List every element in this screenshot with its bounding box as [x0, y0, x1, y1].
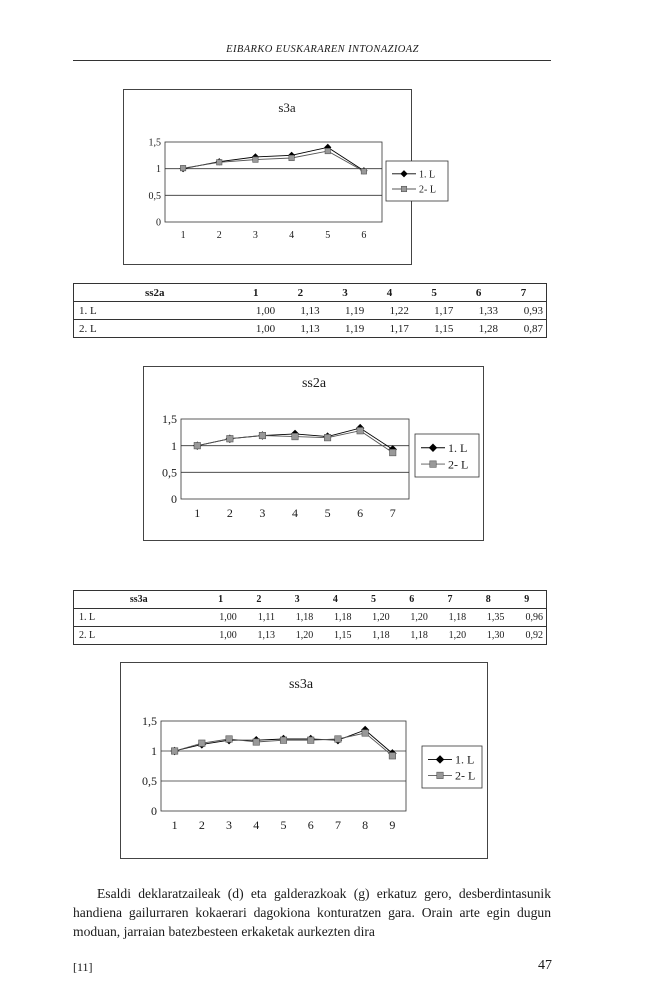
ss3a-title: ss3a — [288, 677, 314, 692]
s3a-x-tick-label: 3 — [252, 230, 258, 241]
ss2a-table-column-header: 3 — [342, 286, 348, 299]
ss3a-table-cell: 1,00 — [202, 627, 240, 645]
ss2a-y-tick-label: 0,5 — [162, 465, 177, 480]
ss3a-plot-area — [161, 721, 406, 811]
ss3a-x-tick-label: 3 — [226, 818, 233, 832]
ss2a-table-column-header: 1 — [253, 286, 259, 299]
ss3a-x-tick-label: 9 — [389, 818, 396, 832]
ss3a-table-cell: 0,92 — [507, 627, 546, 645]
ss2a-table-cell: 1,00 — [234, 302, 279, 320]
ss2a-table-column-header: 2 — [297, 286, 304, 299]
ss3a-table-row-label: 2. L — [74, 627, 202, 645]
chart-ss3a — [120, 662, 488, 859]
ss2a-table-cell: 1,28 — [456, 320, 501, 338]
folio-left: [11] — [73, 960, 93, 974]
s3a-legend-box — [386, 161, 448, 201]
ss3a-table-cell: 1,20 — [354, 609, 392, 627]
ss3a-table-cell: 1,18 — [354, 627, 392, 645]
s3a-y-tick-label: 0 — [156, 217, 161, 229]
chart-s3a — [123, 89, 436, 265]
ss3a-y-tick-label: 1,5 — [142, 714, 157, 729]
ss3a-x-tick-label: 5 — [280, 818, 287, 832]
chart-s3a-svg — [124, 90, 436, 264]
ss3a-y-tick-label: 0,5 — [142, 774, 157, 789]
ss3a-table-column-header: 1 — [218, 594, 224, 605]
ss3a-data-point — [280, 737, 286, 743]
s3a-legend-label: 2- L — [419, 184, 436, 196]
ss2a-table-cell: 1,22 — [367, 302, 412, 320]
ss2a-data-point — [227, 436, 233, 442]
ss3a-table-column-header: 4 — [332, 594, 338, 605]
ss2a-table-cell: 0,93 — [501, 302, 547, 320]
ss2a-data-point — [194, 442, 200, 448]
ss2a-y-tick-label: 1,5 — [162, 412, 177, 427]
ss2a-table-row-label: 2. L — [74, 320, 234, 338]
ss2a-table-cell: 1,13 — [278, 320, 323, 338]
ss3a-legend — [422, 746, 482, 788]
s3a-data-point — [325, 148, 330, 153]
ss2a-x-tick-label: 1 — [194, 506, 201, 520]
ss3a-x-tick-label: 6 — [307, 818, 314, 832]
table-ss3a — [73, 590, 547, 645]
s3a-title: s3a — [278, 100, 296, 115]
ss2a-x-tick-label: 7 — [389, 506, 396, 520]
ss2a-x-tick-label: 2 — [226, 506, 233, 520]
ss3a-table-cell: 0,96 — [507, 609, 546, 627]
ss3a-y-tick-label: 0 — [151, 804, 157, 819]
s3a-x-tick-label: 1 — [180, 230, 186, 241]
ss3a-data-point — [253, 739, 259, 745]
ss2a-table-row-label: 1. L — [74, 302, 234, 320]
s3a-y-tick-label: 1 — [156, 164, 161, 176]
table-ss2a — [73, 283, 547, 338]
ss3a-table-cell: 1,20 — [431, 627, 469, 645]
ss2a-table-cell: 1,13 — [278, 302, 323, 320]
ss2a-x-tick-label: 5 — [324, 506, 331, 520]
s3a-data-point — [217, 160, 222, 165]
ss2a-data-point — [292, 433, 298, 439]
ss2a-legend-marker — [430, 461, 436, 467]
s3a-x-tick-label: 5 — [325, 230, 331, 241]
ss3a-table-column-header: 8 — [485, 594, 491, 605]
ss2a-table-cell: 1,33 — [456, 302, 501, 320]
ss3a-table-header-row — [74, 591, 547, 609]
ss3a-data-point — [362, 730, 368, 736]
ss3a-table-title-cell: ss3a — [129, 594, 148, 605]
ss3a-table-cell: 1,20 — [393, 609, 431, 627]
ss3a-table-column-header: 2 — [256, 594, 262, 605]
ss3a-y-tick-label: 1 — [151, 744, 157, 759]
ss3a-table-cell: 1,13 — [240, 627, 278, 645]
ss3a-table-column-header: 5 — [371, 594, 377, 605]
s3a-legend-label: 1. L — [419, 169, 436, 181]
ss2a-table-row — [74, 320, 547, 338]
ss3a-table-row-label: 1. L — [74, 609, 202, 627]
ss2a-table-title-cell: ss2a — [144, 286, 165, 299]
s3a-data-point — [253, 157, 258, 162]
s3a-y-tick-label: 0,5 — [148, 190, 161, 202]
s3a-y-tick-label: 1,5 — [148, 137, 161, 149]
chart-ss2a-svg — [144, 367, 483, 540]
ss2a-table-column-header: 6 — [475, 286, 482, 299]
ss2a-table-cell: 1,17 — [367, 320, 412, 338]
ss3a-table-cell: 1,20 — [278, 627, 316, 645]
ss2a-x-tick-label: 4 — [292, 506, 298, 520]
ss3a-table-cell: 1,18 — [393, 627, 431, 645]
ss3a-data-point — [335, 736, 341, 742]
ss3a-legend-label: 1. L — [455, 752, 475, 767]
ss2a-data-point — [389, 449, 395, 455]
ss2a-table-cell: 1,15 — [412, 320, 457, 338]
ss3a-table-cell: 1,18 — [278, 609, 316, 627]
ss2a-table-cell: 1,00 — [234, 320, 279, 338]
ss3a-table-column-header: 9 — [524, 594, 530, 605]
ss3a-table-cell: 1,11 — [240, 609, 278, 627]
ss3a-x-tick-label: 2 — [198, 818, 205, 832]
s3a-legend-marker — [401, 186, 406, 191]
ss2a-table-cell: 1,19 — [323, 302, 368, 320]
ss3a-table-column-header: 7 — [447, 594, 453, 605]
ss3a-table-cell: 1,15 — [316, 627, 354, 645]
ss3a-table-cell: 1,18 — [431, 609, 469, 627]
ss3a-legend-label: 2- L — [455, 768, 476, 783]
ss3a-table-cell: 1,18 — [316, 609, 354, 627]
ss2a-table-column-header: 5 — [431, 286, 437, 299]
ss3a-table-row — [74, 627, 547, 645]
ss2a-table-column-header: 7 — [520, 286, 527, 299]
ss2a-legend — [415, 434, 479, 477]
body-paragraph — [73, 884, 551, 941]
ss3a-table-cell: 1,30 — [469, 627, 507, 645]
ss2a-x-tick-label: 3 — [259, 506, 266, 520]
running-head: EIBARKO EUSKARAREN INTONAZIOAZ — [226, 44, 419, 55]
header-rule — [73, 60, 551, 61]
ss2a-legend-box — [415, 434, 479, 477]
ss2a-y-tick-label: 1 — [171, 438, 177, 453]
ss2a-table-cell: 0,87 — [501, 320, 547, 338]
ss3a-table-row — [74, 609, 547, 627]
paragraph-text: Esaldi deklaratzaileak (d) eta galderazkoak (g) erkatuz gero, desberdintasunik handiena gailurraren kokaerari dagokiona konturatzen gara. Orain arte egin dugun moduan, jarraian batezbesteen erkaketak aurkezten dira — [73, 886, 551, 939]
ss3a-data-point — [389, 753, 395, 759]
ss2a-data-point — [259, 432, 265, 438]
chart-ss2a — [143, 366, 484, 541]
s3a-data-point — [361, 169, 366, 174]
ss3a-x-tick-label: 4 — [253, 818, 260, 832]
ss2a-data-point — [357, 428, 363, 434]
ss2a-table-row — [74, 302, 547, 320]
ss2a-y-tick-label: 0 — [171, 492, 177, 507]
ss3a-data-point — [307, 737, 313, 743]
ss2a-title: ss2a — [301, 376, 327, 391]
ss2a-table-cell: 1,17 — [412, 302, 457, 320]
ss3a-x-tick-label: 7 — [334, 818, 341, 832]
ss2a-legend-label: 2- L — [448, 457, 469, 472]
s3a-plot-area — [165, 142, 382, 222]
ss3a-x-tick-label: 8 — [362, 818, 369, 832]
s3a-x-tick-label: 6 — [361, 230, 367, 241]
ss3a-data-point — [171, 748, 177, 754]
ss2a-legend-label: 1. L — [448, 440, 468, 455]
ss3a-table-column-header: 6 — [409, 594, 415, 605]
ss3a-x-tick-label: 1 — [171, 818, 178, 832]
s3a-data-point — [180, 165, 185, 170]
ss3a-table-cell: 1,35 — [469, 609, 507, 627]
ss2a-table-cell: 1,19 — [323, 320, 368, 338]
ss2a-x-tick-label: 6 — [357, 506, 364, 520]
ss2a-table-header-row — [74, 284, 547, 302]
ss3a-table-cell: 1,00 — [202, 609, 240, 627]
ss3a-legend-marker — [437, 772, 443, 778]
ss2a-data-point — [324, 434, 330, 440]
chart-ss3a-svg — [121, 663, 487, 858]
page-number: 47 — [538, 958, 552, 973]
s3a-legend — [386, 161, 448, 201]
ss3a-data-point — [226, 736, 232, 742]
s3a-x-tick-label: 4 — [289, 230, 295, 241]
s3a-series-2 — [180, 148, 366, 174]
ss2a-table-column-header: 4 — [386, 286, 393, 299]
ss3a-data-point — [199, 740, 205, 746]
ss3a-series-2 — [171, 730, 395, 759]
s3a-x-tick-label: 2 — [216, 230, 222, 241]
s3a-data-point — [289, 155, 294, 160]
ss3a-table-column-header: 3 — [294, 594, 300, 605]
